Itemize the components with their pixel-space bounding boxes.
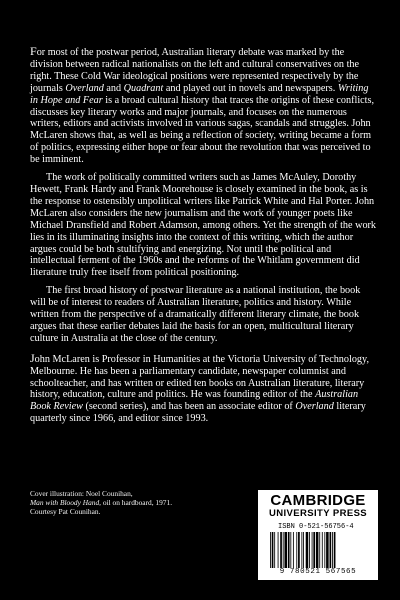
blurb-text-span: and xyxy=(103,82,124,94)
publication-title: Australian Book Review xyxy=(30,389,359,413)
barcode-bar xyxy=(293,532,294,568)
journal-title: Quadrant xyxy=(123,82,164,94)
barcode-number: 9 780521 567565 xyxy=(279,568,357,576)
isbn-label: ISBN 0-521-56756-4 xyxy=(278,523,354,531)
blurb-text-span: or most of the postwar period, Australian literary debate was marked by the division between radical nationalists on the left and cultural conservatives on the right. These Cold War ideological positions were represented respectively by the journals xyxy=(30,47,360,94)
artwork-title: Man with Bloody Hand, xyxy=(30,498,102,508)
barcode-bar xyxy=(334,532,336,568)
barcode-bar xyxy=(283,532,284,568)
blurb-paragraph-1 xyxy=(30,46,378,166)
bio-text-span: literary quarterly since 1966, and editor since 1993. xyxy=(30,401,366,425)
barcode-bar xyxy=(284,532,287,568)
barcode-bar xyxy=(313,532,315,568)
barcode-bar xyxy=(322,532,323,568)
blurb-text xyxy=(30,46,378,431)
barcode-bar xyxy=(278,532,279,568)
barcode-bar xyxy=(326,532,329,568)
publisher-panel xyxy=(258,490,378,580)
barcode-bar xyxy=(274,532,275,568)
barcode-bar xyxy=(290,532,291,568)
publisher-name-line-2: UNIVERSITY PRESS xyxy=(268,508,368,519)
cover-credit xyxy=(30,489,230,517)
barcode-bar xyxy=(270,532,271,568)
drop-cap: F xyxy=(30,44,37,58)
credit-line-1: Cover illustration: Noel Counihan, xyxy=(30,489,133,498)
barcode-bar xyxy=(280,532,282,568)
blurb-text-span: and played out in novels and newspapers. xyxy=(163,82,338,94)
barcode xyxy=(268,532,368,568)
barcode-bar xyxy=(312,532,313,568)
publication-title: Overland xyxy=(295,401,334,413)
book-title: Writing in Hope and Fear xyxy=(30,82,369,106)
barcode-bar xyxy=(296,532,297,568)
author-biography xyxy=(30,350,378,425)
journal-title: Overland xyxy=(65,82,104,94)
barcode-bar xyxy=(303,532,304,568)
blurb-text-span: is a broad cultural history that traces the origins of these conflicts, discusses key literary works and major journals, and focuses on the numerous writers, editors and activists involved in various sagas, scandals and struggles. John McLaren shows that, as well as being a reflection of society, writing became a form of politics, expressing either hope or fear about the revolution that was perceived to be imminent. xyxy=(30,94,375,166)
barcode-bar xyxy=(316,532,319,568)
blurb-paragraph-2: The work of politically committed writers such as James McAuley, Dorothy Hewett, Frank Hardy and Frank Moorehouse is closely examined in the book, as is the response to ostensibly unpolitical writers like Patrick White and Hal Porter. John McLaren also considers the new journalism and the work of younger poets like Michael Dransfield and Robert Adamson, among others. Yet the strength of the work lies in its illuminating insights into the context of this writing, which the author argues could be both stultifying and energizing. Not until the political and intellectual ferment of the 1960s and the reforms of the Whitlam government did literature truly free itself from political positioning. xyxy=(30,172,377,279)
barcode-bar xyxy=(298,532,300,568)
barcode-bar xyxy=(306,532,309,568)
credit-line-3: Courtesy Pat Counihan. xyxy=(30,507,101,517)
barcode-bar xyxy=(332,532,333,568)
bio-text-span: ohn McLaren is Professor in Humanities at the Victoria University of Technology, Melbourne. He has been a parliamentary candidate, newspaper columnist and schoolteacher, and has written or edited ten books on Australian literature, literary history, education, culture and politics. He was founding editor of the xyxy=(30,353,369,401)
barcode-bar xyxy=(330,532,332,568)
barcode-bar xyxy=(272,532,274,568)
drop-cap: J xyxy=(30,350,35,365)
barcode-bar xyxy=(319,532,320,568)
publisher-logo xyxy=(262,493,374,519)
barcode-bar xyxy=(301,532,302,568)
barcode-bar xyxy=(324,532,325,568)
credit-text-span: oil on hardboard, 1971. xyxy=(101,498,173,508)
blurb-paragraph-3: The first broad history of postwar literature as a national institution, the book will be of interest to readers of Australian literature, politics and history. While written from the perspective of a dramatically different literary climate, the book argues that these earlier debates laid the basis for an open, multicultural literary culture in Australia at the close of the century. xyxy=(30,285,361,344)
bio-text-span: (second series), and has been an associate editor of xyxy=(82,401,296,413)
barcode-bar xyxy=(309,532,310,568)
barcode-bar xyxy=(288,532,290,568)
credit-line-2 xyxy=(30,498,230,507)
publisher-name-line-1: CAMBRIDGE xyxy=(270,492,366,509)
